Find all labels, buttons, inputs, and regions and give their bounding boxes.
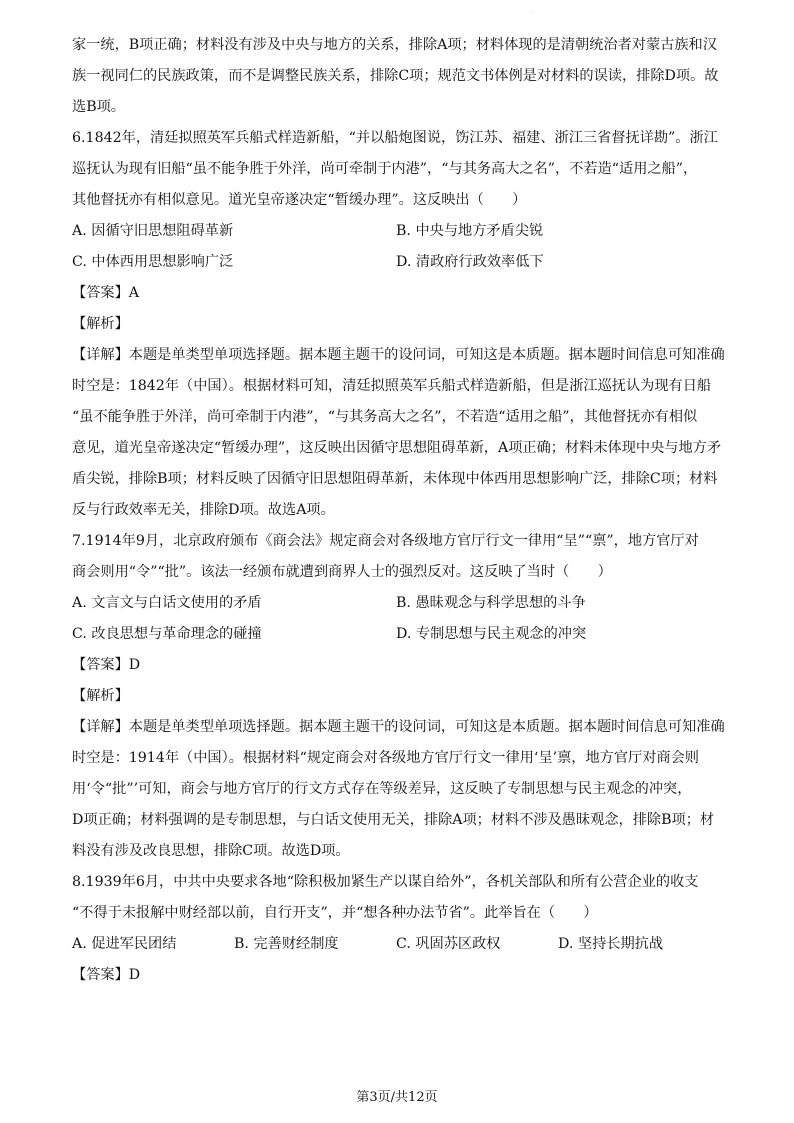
q7-answer: 【答案】D xyxy=(72,657,141,673)
q6-stem-line: 其他督抚亦有相似意见。道光皇帝遂决定“暂缓办理”。这反映出（ ） xyxy=(72,192,527,208)
q6-stem-line: 6.1842年，清廷拟照英军兵船式样造新船，“并以船炮图说，饬江苏、福建、浙江三省督抚详勘”。浙江 xyxy=(72,130,718,146)
q7-options-row xyxy=(72,588,720,619)
q7-option-a: A. 文言文与白话文使用的矛盾 xyxy=(72,595,262,611)
q6-option-a: A. 因循守旧思想阻碍革新 xyxy=(72,223,234,239)
q7-option-c: C. 改良思想与革命理念的碰撞 xyxy=(72,626,262,642)
q6-detail-line: “虽不能争胜于外洋，尚可牵制于内港”，“与其务高大之名”，不若造“适用之船”，其他督抚亦有相似 xyxy=(72,409,698,425)
q7-analysis-label: 【解析】 xyxy=(72,688,129,704)
q6-detail-line: 反与行政效率无关，排除D项。故选A项。 xyxy=(72,502,335,518)
intro-line: 选B项。 xyxy=(72,99,125,115)
q8-option-b: B. 完善财经制度 xyxy=(234,936,339,952)
q6-detail-line: 【详解】本题是单类型单项选择题。据本题主题干的设问词，可知这是本质题。据本题时间信息可知准确 xyxy=(72,347,725,363)
q8-option-c: C. 巩固苏区政权 xyxy=(396,936,501,952)
q8-options-row xyxy=(72,929,720,960)
q6-options-row xyxy=(72,216,720,247)
q6-detail-line: 盾尖锐，排除B项；材料反映了因循守旧思想阻碍革新，未体现中体西用思想影响广泛，排除C项；材料 xyxy=(72,471,718,487)
top-mark: · xyxy=(532,10,534,17)
q7-detail-line: 料没有涉及改良思想，排除C项。故选D项。 xyxy=(72,843,350,859)
q7-detail-line: 用‘令“批”’可知，商会与地方官厅的行文方式存在等级差异，这反映了专制思想与民主观念的冲突， xyxy=(72,781,692,797)
q6-option-c: C. 中体西用思想影响广泛 xyxy=(72,254,234,270)
q7-detail-line: 【详解】本题是单类型单项选择题。据本题主题干的设问词，可知这是本质题。据本题时间信息可知准确 xyxy=(72,719,725,735)
q7-detail-line: D项正确；材料强调的是专制思想，与白话文使用无关，排除A项；材料不涉及愚昧观念，排除B项；材 xyxy=(72,812,715,828)
q7-detail-line: 时空是：1914年（中国）。根据材料“规定商会对各级地方官厅行文一律用‘呈’禀，地方官厅对商会则 xyxy=(72,750,699,766)
q6-detail-line: 时空是：1842年（中国）。根据材料可知，清廷拟照英军兵船式样造新船，但是浙江巡抚认为现有日船 xyxy=(72,378,712,394)
q8-answer: 【答案】D xyxy=(72,967,141,983)
q6-stem-line: 巡抚认为现有旧船“虽不能争胜于外洋，尚可牵制于内港”，“与其务高大之名”，不若造“适用之船”， xyxy=(72,161,698,177)
q8-option-a: A. 促进军民团结 xyxy=(72,936,177,952)
q6-options-row xyxy=(72,247,720,278)
q6-option-b: B. 中央与地方矛盾尖锐 xyxy=(396,223,544,239)
page-footer: 第3页/共12页 xyxy=(356,1090,438,1105)
q7-options-row xyxy=(72,619,720,650)
q8-stem-line: “不得于未报解中财经部以前，自行开支”，并“想各种办法节省”。此举旨在（ ） xyxy=(72,905,598,921)
q7-option-b: B. 愚昧观念与科学思想的斗争 xyxy=(396,595,586,611)
q7-stem-line: 商会则用“令”“批”。该法一经颁布就遭到商界人士的强烈反对。这反映了当时（ ） xyxy=(72,564,612,580)
q6-detail-line: 意见，道光皇帝遂决定“暂缓办理”，这反映出因循守思想阻碍革新，A项正确；材料未体现中央与地方矛 xyxy=(72,440,722,456)
q6-option-d: D. 清政府行政效率低下 xyxy=(396,254,544,270)
q8-option-d: D. 坚持长期抗战 xyxy=(558,936,664,952)
q6-answer: 【答案】A xyxy=(72,285,139,301)
intro-line: 家一统，B项正确；材料没有涉及中央与地方的关系，排除A项；材料体现的是清朝统治者对蒙古族和汉 xyxy=(72,37,717,53)
intro-line: 族一视同仁的民族政策，而不是调整民族关系，排除C项；规范文书体例是对材料的误读，排除D项。故 xyxy=(72,68,719,84)
q7-stem-line: 7.1914年9月，北京政府颁布《商会法》规定商会对各级地方官厅行文一律用“呈”“禀”，地方官厅对 xyxy=(72,533,699,549)
q6-analysis-label: 【解析】 xyxy=(72,316,129,332)
document-page xyxy=(72,30,725,991)
q7-option-d: D. 专制思想与民主观念的冲突 xyxy=(396,626,587,642)
q8-stem-line: 8.1939年6月，中共中央要求各地“除积极加紧生产以谋自给外”，各机关部队和所有公营企业的收支 xyxy=(72,874,699,890)
